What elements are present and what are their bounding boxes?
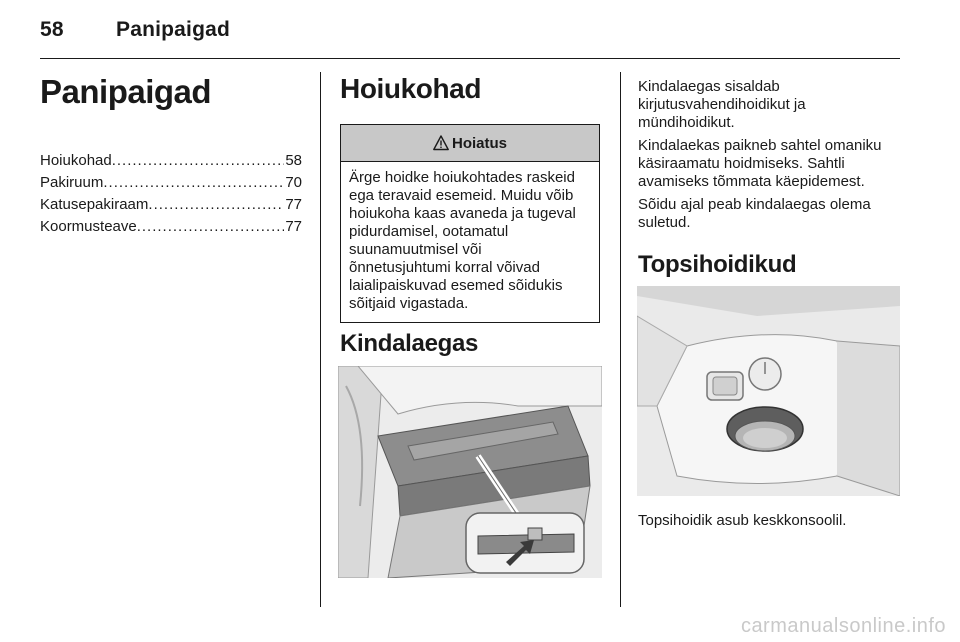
toc-entry-katusepakiraam[interactable] — [40, 194, 302, 216]
header-chapter: Panipaigad — [116, 18, 231, 41]
page-number: 58 — [40, 18, 64, 41]
toc-entry-label: Pakiruum — [40, 174, 104, 191]
warning-line: hoiukoha kaas avaneda ja tugeval — [349, 205, 576, 222]
warning-line: Ärge hoidke hoiukohtades raskeid — [349, 169, 575, 186]
warning-line: sõitjaid vigastada. — [349, 295, 469, 312]
warning-header — [341, 125, 599, 162]
watermark: carmanualsonline.info — [740, 615, 946, 637]
section-title: Hoiukohad — [340, 73, 482, 104]
warning-line: suunamuutmisel või — [349, 241, 482, 258]
subsection-title-topsihoidikud: Topsihoidikud — [638, 251, 797, 278]
toc-entry-hoiukohad[interactable] — [40, 150, 302, 172]
toc-entry-page: 58 — [285, 152, 302, 169]
para-line: käsiraamatu hoidmiseks. Sahtli — [638, 155, 845, 172]
para-line: suletud. — [638, 214, 691, 231]
warning-title: Hoiatus — [451, 134, 507, 152]
para-line: Kindalaekas paikneb sahtel omaniku — [638, 137, 882, 154]
para-line: avamiseks tõmmata käepidemest. — [638, 173, 865, 190]
warning-text — [341, 162, 599, 313]
warning-line: ega teravaid esemeid. Muidu võib — [349, 187, 574, 204]
toc-entry-pakiruum[interactable] — [40, 172, 302, 194]
toc-leader — [137, 216, 285, 238]
header-rule — [40, 58, 900, 59]
para-line: mündihoidikut. — [638, 114, 735, 131]
cupholder-illustration — [637, 286, 900, 496]
toc-entry-label: Hoiukohad — [40, 152, 112, 169]
column-divider-left — [320, 72, 321, 607]
chapter-title: Panipaigad — [40, 73, 212, 110]
toc-entry-label: Katusepakiraam — [40, 196, 149, 213]
paragraph-kindalaegas-closed — [638, 196, 900, 232]
toc-entry-koormusteave[interactable] — [40, 216, 302, 238]
toc-leader — [112, 150, 285, 172]
toc-entry-page: 77 — [285, 196, 302, 213]
warning-line: õnnetusjuhtumi korral võivad — [349, 259, 540, 276]
column-divider-right — [620, 72, 621, 607]
warning-line: laialipaiskuvad esemed sõidukis — [349, 277, 563, 294]
toc-leader — [148, 194, 284, 216]
toc-entry-page: 70 — [285, 174, 302, 191]
warning-box — [340, 124, 600, 323]
figure-caption: Topsihoidik asub keskkonsoolil. — [638, 512, 847, 529]
toc-leader — [103, 172, 284, 194]
subsection-title-kindalaegas: Kindalaegas — [340, 330, 479, 357]
paragraph-kindalaegas-content — [638, 78, 900, 132]
table-of-contents — [40, 150, 302, 238]
paragraph-kindalaegas-manual — [638, 137, 900, 191]
warning-triangle-icon — [433, 135, 449, 151]
para-line: Kindalaegas sisaldab — [638, 78, 780, 95]
para-line: kirjutusvahendihoidikut ja — [638, 96, 806, 113]
para-line: Sõidu ajal peab kindalaegas olema — [638, 196, 871, 213]
page-header — [40, 18, 230, 42]
toc-entry-page: 77 — [285, 218, 302, 235]
warning-line: pidurdamisel, ootamatul — [349, 223, 509, 240]
glovebox-illustration — [338, 366, 602, 578]
toc-entry-label: Koormusteave — [40, 218, 137, 235]
